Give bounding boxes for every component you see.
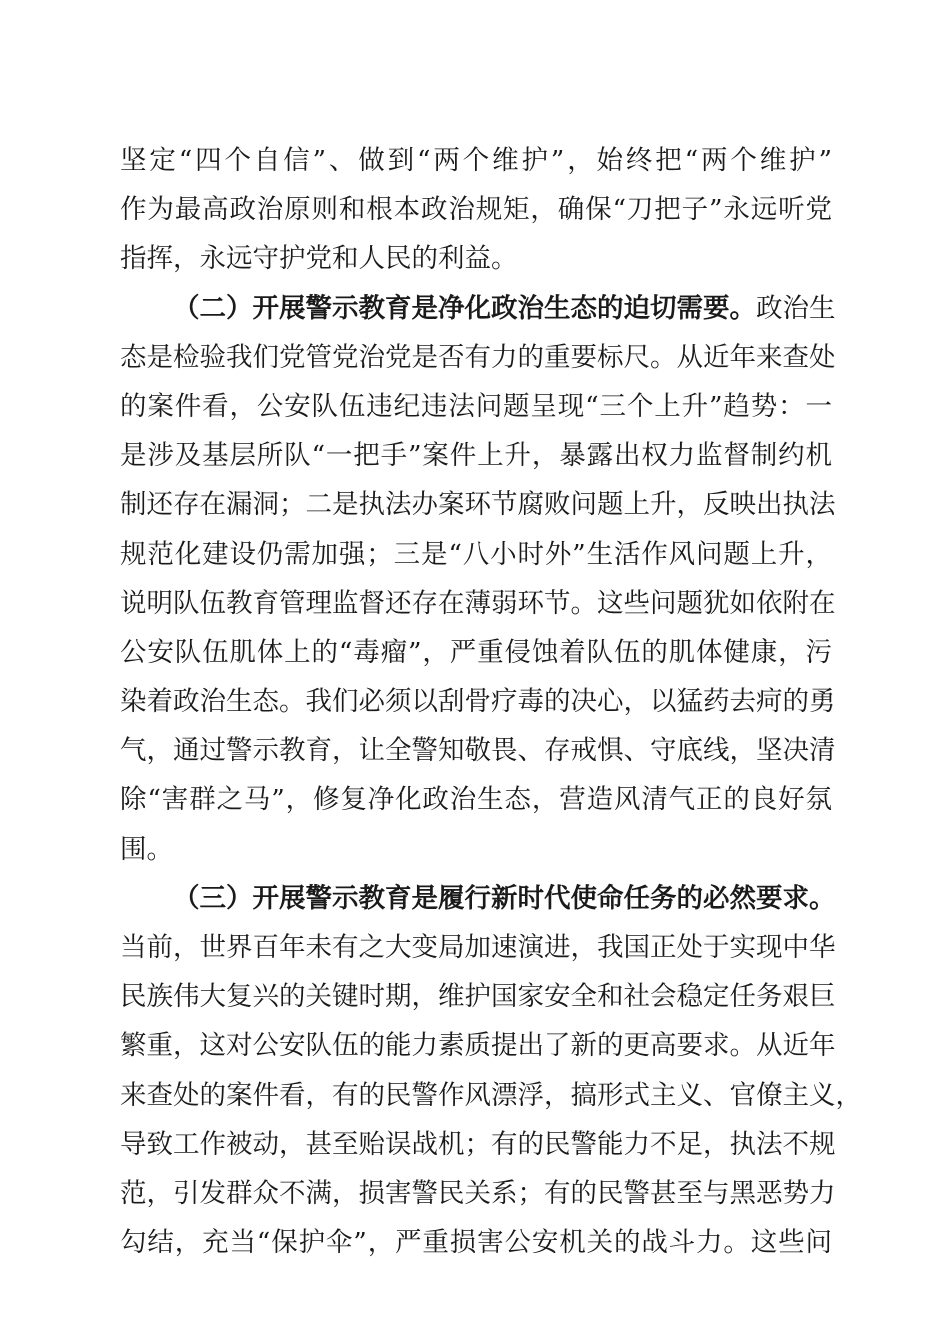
section-heading-line (120, 284, 836, 333)
text-line: 当前，世界百年未有之大变局加速演进，我国正处于实现中华 (120, 932, 836, 963)
text-line: 除“害群之马”，修复净化政治生态，营造风清气正的良好氛 (120, 784, 832, 816)
text-line: 作为最高政治原则和根本政治规矩，确保“刀把子”永远听党 (120, 194, 832, 226)
text-line: 民族伟大复兴的关键时期，维护国家安全和社会稳定任务艰巨 (120, 981, 836, 1013)
section-heading-2: （二）开展警示教育是净化政治生态的迫切需要。 (173, 292, 756, 324)
section-heading-line (120, 874, 836, 923)
text-line: 气，通过警示教育，让全警知敬畏、存戒惧、守底线，坚决清 (120, 735, 836, 767)
text-line: 态是检验我们党管党治党是否有力的重要标尺。从近年来查处 (120, 341, 836, 373)
text-line: 指挥，永远守护党和人民的利益。 (120, 243, 518, 275)
section-heading-3: （三）开展警示教育是履行新时代使命任务的必然要求。 (173, 882, 836, 914)
text-line: 来查处的案件看，有的民警作风漂浮，搞形式主义、官僚主义， (120, 1079, 862, 1111)
text-line-continuation: 政治生 (756, 292, 836, 324)
text-line: 是涉及基层所队“一把手”案件上升，暴露出权力监督制约机 (120, 440, 832, 472)
text-line: 围。 (120, 833, 173, 865)
text-line: 制还存在漏洞；二是执法办案环节腐败问题上升，反映出执法 (120, 489, 836, 521)
text-line: 的案件看，公安队伍违纪违法问题呈现“三个上升”趋势：一 (120, 390, 832, 422)
text-line: 范，引发群众不满，损害警民关系；有的民警甚至与黑恶势力 (120, 1177, 836, 1209)
text-line: 导致工作被动，甚至贻误战机；有的民警能力不足，执法不规 (120, 1128, 836, 1160)
text-line: 说明队伍教育管理监督还存在薄弱环节。这些问题犹如依附在 (120, 587, 836, 619)
text-line: 勾结，充当“保护伞”，严重损害公安机关的战斗力。这些问 (120, 1227, 832, 1259)
text-line: 繁重，这对公安队伍的能力素质提出了新的更高要求。从近年 (120, 1030, 836, 1062)
text-line: 规范化建设仍需加强；三是“八小时外”生活作风问题上升， (120, 538, 832, 570)
text-line: 公安队伍肌体上的“毒瘤”，严重侵蚀着队伍的肌体健康，污 (120, 636, 832, 668)
text-line: 染着政治生态。我们必须以刮骨疗毒的决心，以猛药去疴的勇 (120, 686, 836, 718)
document-body (120, 136, 862, 1267)
text-line: 坚定“四个自信”、做到“两个维护”，始终把“两个维护” (120, 145, 832, 176)
